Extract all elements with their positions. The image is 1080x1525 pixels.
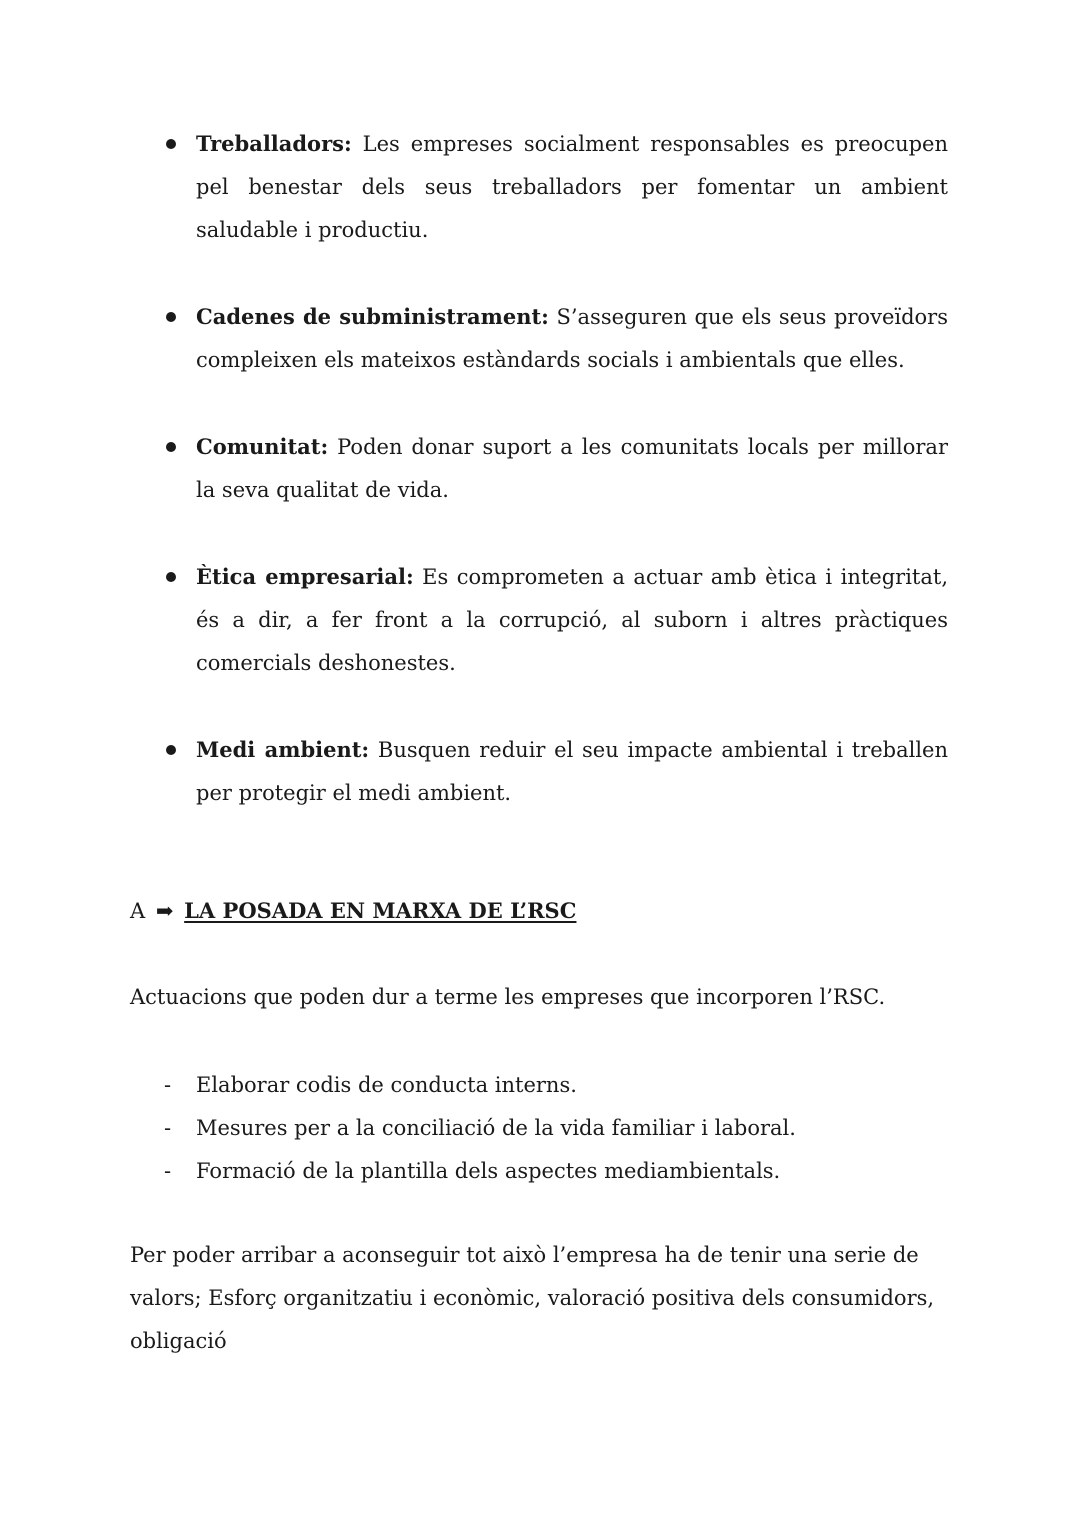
bullet-icon bbox=[166, 442, 176, 452]
dash-icon: - bbox=[164, 1073, 172, 1097]
bullet-icon bbox=[166, 139, 176, 149]
right-arrow-icon: ➡ bbox=[155, 899, 174, 923]
item-text: S’asseguren que els seus proveïdors compleixen els mateixos estàndards socials i ambientals que elles. bbox=[196, 305, 948, 372]
action-text: Elaborar codis de conducta interns. bbox=[196, 1073, 577, 1097]
action-text: Mesures per a la conciliació de la vida familiar i laboral. bbox=[196, 1116, 796, 1140]
item-term: Medi ambient: bbox=[196, 737, 370, 762]
intro-paragraph: Actuacions que poden dur a terme les empreses que incorporen l’RSC. bbox=[130, 985, 886, 1009]
list-item bbox=[130, 728, 948, 815]
dash-icon: - bbox=[164, 1159, 172, 1183]
closing-paragraph: Per poder arribar a aconseguir tot això l’empresa ha de tenir una serie de valors; Esforç organitzatiu i econòmic, valoració positiva dels consumidors, obligació bbox=[130, 1243, 935, 1353]
section-letter: A bbox=[130, 899, 146, 923]
actions-list bbox=[130, 1064, 796, 1193]
item-term: Cadenes de subministrament: bbox=[196, 304, 549, 329]
bullet-icon bbox=[166, 745, 176, 755]
item-text: Poden donar suport a les comunitats locals per millorar la seva qualitat de vida. bbox=[196, 435, 948, 502]
list-item bbox=[130, 122, 948, 252]
list-item bbox=[130, 1150, 796, 1193]
list-item bbox=[130, 1064, 796, 1107]
dash-icon: - bbox=[164, 1116, 172, 1140]
item-text: Es comprometen a actuar amb ètica i integritat, és a dir, a fer front a la corrupció, al suborn i altres pràctiques comercials deshonestes. bbox=[196, 565, 949, 675]
bullet-icon bbox=[166, 572, 176, 582]
action-text: Formació de la plantilla dels aspectes mediambientals. bbox=[196, 1159, 781, 1183]
bullet-icon bbox=[166, 312, 176, 322]
list-item bbox=[130, 1107, 796, 1150]
section-title: LA POSADA EN MARXA DE L’RSC bbox=[184, 898, 577, 923]
list-item bbox=[130, 295, 948, 382]
list-item bbox=[130, 425, 948, 512]
section-heading bbox=[130, 893, 576, 929]
list-item bbox=[130, 555, 948, 685]
item-term: Comunitat: bbox=[196, 434, 329, 459]
item-text: Les empreses socialment responsables es preocupen pel benestar dels seus treballadors per fomentar un ambient saludable i productiu. bbox=[196, 132, 948, 242]
item-term: Ètica empresarial: bbox=[196, 564, 414, 589]
stakeholder-list bbox=[130, 122, 948, 858]
item-text: Busquen reduir el seu impacte ambiental i treballen per protegir el medi ambient. bbox=[196, 738, 948, 805]
item-term: Treballadors: bbox=[196, 131, 352, 156]
